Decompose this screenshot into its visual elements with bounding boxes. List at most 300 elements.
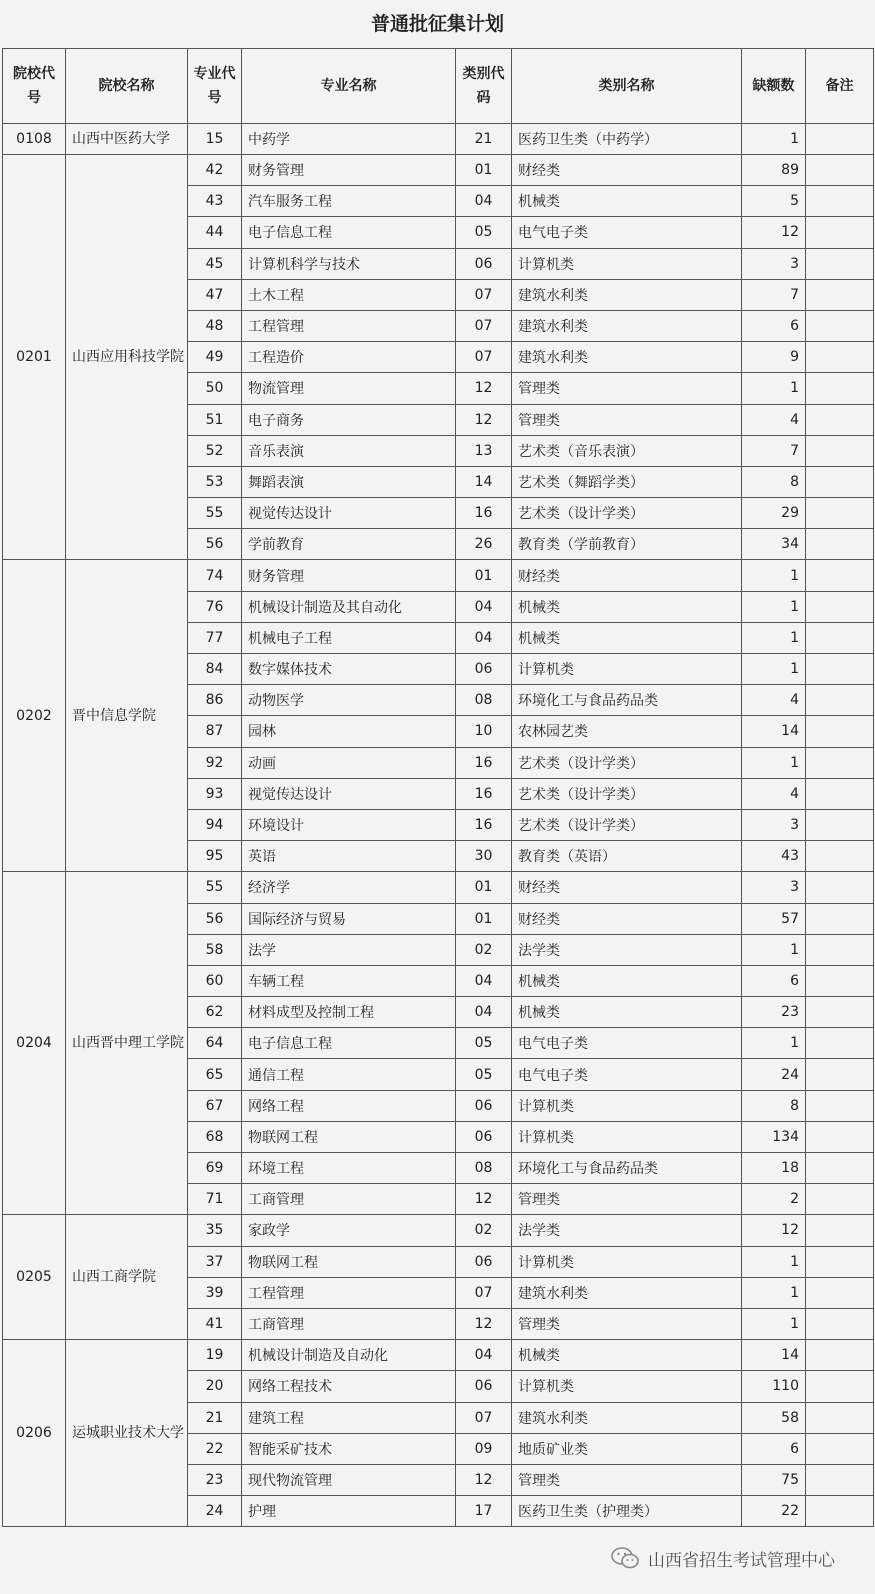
- shortfall-cell: 1: [742, 654, 806, 685]
- major-code-cell: 84: [188, 654, 242, 685]
- header-major-code: 专业代号: [188, 49, 242, 124]
- major-name-cell: 经济学: [242, 872, 456, 903]
- type-name-cell: 机械类: [512, 1340, 742, 1371]
- type-name-cell: 建筑水利类: [512, 279, 742, 310]
- type-code-cell: 12: [456, 404, 512, 435]
- shortfall-cell: 9: [742, 342, 806, 373]
- major-name-cell: 音乐表演: [242, 435, 456, 466]
- wechat-icon: [610, 1546, 640, 1570]
- shortfall-cell: 6: [742, 965, 806, 996]
- notes-cell: [806, 591, 874, 622]
- shortfall-cell: 1: [742, 591, 806, 622]
- notes-cell: [806, 1496, 874, 1527]
- major-code-cell: 60: [188, 965, 242, 996]
- type-name-cell: 机械类: [512, 186, 742, 217]
- type-name-cell: 计算机类: [512, 1090, 742, 1121]
- type-name-cell: 艺术类（设计学类）: [512, 809, 742, 840]
- major-name-cell: 工程造价: [242, 342, 456, 373]
- shortfall-cell: 12: [742, 1215, 806, 1246]
- type-name-cell: 艺术类（设计学类）: [512, 747, 742, 778]
- major-name-cell: 机械设计制造及其自动化: [242, 591, 456, 622]
- school-code-cell: 0108: [3, 124, 66, 155]
- notes-cell: [806, 155, 874, 186]
- footer-text: 山西省招生考试管理中心: [648, 1550, 835, 1571]
- notes-cell: [806, 841, 874, 872]
- notes-cell: [806, 342, 874, 373]
- type-name-cell: 电气电子类: [512, 1059, 742, 1090]
- shortfall-cell: 43: [742, 841, 806, 872]
- major-code-cell: 45: [188, 248, 242, 279]
- shortfall-cell: 4: [742, 404, 806, 435]
- notes-cell: [806, 498, 874, 529]
- major-name-cell: 材料成型及控制工程: [242, 997, 456, 1028]
- type-name-cell: 计算机类: [512, 1121, 742, 1152]
- type-code-cell: 13: [456, 435, 512, 466]
- type-name-cell: 财经类: [512, 155, 742, 186]
- major-name-cell: 数字媒体技术: [242, 654, 456, 685]
- type-code-cell: 04: [456, 186, 512, 217]
- school-code-cell: 0204: [3, 872, 66, 1215]
- type-code-cell: 01: [456, 560, 512, 591]
- type-name-cell: 建筑水利类: [512, 310, 742, 341]
- notes-cell: [806, 1371, 874, 1402]
- major-code-cell: 15: [188, 124, 242, 155]
- table-header-row: [3, 49, 874, 124]
- type-name-cell: 建筑水利类: [512, 342, 742, 373]
- type-name-cell: 教育类（英语）: [512, 841, 742, 872]
- shortfall-cell: 14: [742, 1340, 806, 1371]
- type-code-cell: 06: [456, 1371, 512, 1402]
- shortfall-cell: 1: [742, 622, 806, 653]
- major-code-cell: 52: [188, 435, 242, 466]
- type-code-cell: 12: [456, 1308, 512, 1339]
- major-code-cell: 47: [188, 279, 242, 310]
- notes-cell: [806, 529, 874, 560]
- notes-cell: [806, 248, 874, 279]
- shortfall-cell: 4: [742, 778, 806, 809]
- shortfall-cell: 12: [742, 217, 806, 248]
- shortfall-cell: 110: [742, 1371, 806, 1402]
- type-name-cell: 计算机类: [512, 248, 742, 279]
- major-name-cell: 现代物流管理: [242, 1464, 456, 1495]
- table-row: [3, 124, 874, 155]
- type-name-cell: 计算机类: [512, 1371, 742, 1402]
- major-code-cell: 35: [188, 1215, 242, 1246]
- table-row: [3, 1340, 874, 1371]
- type-name-cell: 法学类: [512, 1215, 742, 1246]
- shortfall-cell: 24: [742, 1059, 806, 1090]
- type-name-cell: 地质矿业类: [512, 1433, 742, 1464]
- major-name-cell: 物联网工程: [242, 1121, 456, 1152]
- type-code-cell: 06: [456, 1121, 512, 1152]
- major-name-cell: 家政学: [242, 1215, 456, 1246]
- major-name-cell: 物联网工程: [242, 1246, 456, 1277]
- major-name-cell: 电子信息工程: [242, 217, 456, 248]
- type-code-cell: 16: [456, 498, 512, 529]
- notes-cell: [806, 654, 874, 685]
- type-code-cell: 05: [456, 217, 512, 248]
- shortfall-cell: 75: [742, 1464, 806, 1495]
- type-code-cell: 08: [456, 1153, 512, 1184]
- type-code-cell: 07: [456, 310, 512, 341]
- major-name-cell: 电子商务: [242, 404, 456, 435]
- notes-cell: [806, 1277, 874, 1308]
- notes-cell: [806, 1246, 874, 1277]
- major-code-cell: 93: [188, 778, 242, 809]
- notes-cell: [806, 1464, 874, 1495]
- major-name-cell: 财务管理: [242, 155, 456, 186]
- major-code-cell: 87: [188, 716, 242, 747]
- notes-cell: [806, 1340, 874, 1371]
- major-code-cell: 21: [188, 1402, 242, 1433]
- type-name-cell: 计算机类: [512, 1246, 742, 1277]
- notes-cell: [806, 1402, 874, 1433]
- header-school-name: 院校名称: [66, 49, 188, 124]
- major-code-cell: 19: [188, 1340, 242, 1371]
- header-notes: 备注: [806, 49, 874, 124]
- shortfall-cell: 18: [742, 1153, 806, 1184]
- shortfall-cell: 3: [742, 872, 806, 903]
- notes-cell: [806, 716, 874, 747]
- major-name-cell: 环境设计: [242, 809, 456, 840]
- major-name-cell: 动画: [242, 747, 456, 778]
- shortfall-cell: 3: [742, 809, 806, 840]
- school-code-cell: 0202: [3, 560, 66, 872]
- notes-cell: [806, 1433, 874, 1464]
- school-name-cell: 晋中信息学院: [66, 560, 188, 872]
- major-code-cell: 20: [188, 1371, 242, 1402]
- major-name-cell: 计算机科学与技术: [242, 248, 456, 279]
- shortfall-cell: 134: [742, 1121, 806, 1152]
- notes-cell: [806, 186, 874, 217]
- major-code-cell: 71: [188, 1184, 242, 1215]
- major-name-cell: 工商管理: [242, 1308, 456, 1339]
- type-code-cell: 30: [456, 841, 512, 872]
- major-code-cell: 67: [188, 1090, 242, 1121]
- notes-cell: [806, 1090, 874, 1121]
- type-code-cell: 04: [456, 997, 512, 1028]
- notes-cell: [806, 1308, 874, 1339]
- major-code-cell: 68: [188, 1121, 242, 1152]
- shortfall-cell: 7: [742, 279, 806, 310]
- type-code-cell: 05: [456, 1059, 512, 1090]
- type-name-cell: 计算机类: [512, 654, 742, 685]
- school-code-cell: 0201: [3, 155, 66, 560]
- shortfall-cell: 1: [742, 1246, 806, 1277]
- major-name-cell: 建筑工程: [242, 1402, 456, 1433]
- major-name-cell: 网络工程技术: [242, 1371, 456, 1402]
- major-name-cell: 物流管理: [242, 373, 456, 404]
- major-name-cell: 护理: [242, 1496, 456, 1527]
- notes-cell: [806, 124, 874, 155]
- major-code-cell: 41: [188, 1308, 242, 1339]
- major-code-cell: 56: [188, 529, 242, 560]
- type-code-cell: 21: [456, 124, 512, 155]
- major-code-cell: 65: [188, 1059, 242, 1090]
- major-code-cell: 86: [188, 685, 242, 716]
- table-row: [3, 155, 874, 186]
- notes-cell: [806, 404, 874, 435]
- major-code-cell: 55: [188, 498, 242, 529]
- notes-cell: [806, 466, 874, 497]
- major-name-cell: 工程管理: [242, 1277, 456, 1308]
- major-name-cell: 法学: [242, 934, 456, 965]
- notes-cell: [806, 809, 874, 840]
- type-code-cell: 07: [456, 1402, 512, 1433]
- type-code-cell: 07: [456, 279, 512, 310]
- shortfall-cell: 22: [742, 1496, 806, 1527]
- shortfall-cell: 89: [742, 155, 806, 186]
- shortfall-cell: 1: [742, 560, 806, 591]
- page-title: 普通批征集计划: [370, 13, 504, 35]
- type-code-cell: 10: [456, 716, 512, 747]
- shortfall-cell: 5: [742, 186, 806, 217]
- type-name-cell: 财经类: [512, 560, 742, 591]
- major-code-cell: 62: [188, 997, 242, 1028]
- notes-cell: [806, 685, 874, 716]
- major-code-cell: 49: [188, 342, 242, 373]
- type-name-cell: 财经类: [512, 903, 742, 934]
- header-type-name: 类别名称: [512, 49, 742, 124]
- major-code-cell: 64: [188, 1028, 242, 1059]
- type-code-cell: 26: [456, 529, 512, 560]
- major-code-cell: 53: [188, 466, 242, 497]
- type-code-cell: 01: [456, 872, 512, 903]
- shortfall-cell: 1: [742, 124, 806, 155]
- type-code-cell: 14: [456, 466, 512, 497]
- type-code-cell: 02: [456, 934, 512, 965]
- major-name-cell: 视觉传达设计: [242, 778, 456, 809]
- header-major-name: 专业名称: [242, 49, 456, 124]
- table-body: [3, 124, 874, 1527]
- shortfall-cell: 1: [742, 1308, 806, 1339]
- school-name-cell: 山西中医药大学: [66, 124, 188, 155]
- shortfall-cell: 34: [742, 529, 806, 560]
- notes-cell: [806, 903, 874, 934]
- type-name-cell: 医药卫生类（护理类）: [512, 1496, 742, 1527]
- type-code-cell: 08: [456, 685, 512, 716]
- notes-cell: [806, 997, 874, 1028]
- shortfall-cell: 2: [742, 1184, 806, 1215]
- shortfall-cell: 23: [742, 997, 806, 1028]
- type-code-cell: 09: [456, 1433, 512, 1464]
- shortfall-cell: 1: [742, 1028, 806, 1059]
- shortfall-cell: 8: [742, 466, 806, 497]
- notes-cell: [806, 1059, 874, 1090]
- notes-cell: [806, 1184, 874, 1215]
- major-name-cell: 视觉传达设计: [242, 498, 456, 529]
- major-name-cell: 园林: [242, 716, 456, 747]
- shortfall-cell: 29: [742, 498, 806, 529]
- type-code-cell: 16: [456, 809, 512, 840]
- type-code-cell: 04: [456, 965, 512, 996]
- type-code-cell: 07: [456, 342, 512, 373]
- type-code-cell: 04: [456, 1340, 512, 1371]
- shortfall-cell: 4: [742, 685, 806, 716]
- major-code-cell: 24: [188, 1496, 242, 1527]
- shortfall-cell: 58: [742, 1402, 806, 1433]
- type-code-cell: 04: [456, 622, 512, 653]
- major-code-cell: 44: [188, 217, 242, 248]
- type-code-cell: 07: [456, 1277, 512, 1308]
- notes-cell: [806, 373, 874, 404]
- school-name-cell: 山西工商学院: [66, 1215, 188, 1340]
- type-name-cell: 管理类: [512, 1184, 742, 1215]
- type-name-cell: 艺术类（音乐表演）: [512, 435, 742, 466]
- major-name-cell: 通信工程: [242, 1059, 456, 1090]
- type-name-cell: 管理类: [512, 1464, 742, 1495]
- type-name-cell: 环境化工与食品药品类: [512, 1153, 742, 1184]
- type-code-cell: 12: [456, 1184, 512, 1215]
- major-code-cell: 22: [188, 1433, 242, 1464]
- type-name-cell: 财经类: [512, 872, 742, 903]
- shortfall-cell: 1: [742, 1277, 806, 1308]
- type-name-cell: 法学类: [512, 934, 742, 965]
- major-name-cell: 土木工程: [242, 279, 456, 310]
- plan-table: [2, 48, 874, 1527]
- header-shortfall: 缺额数: [742, 49, 806, 124]
- shortfall-cell: 6: [742, 1433, 806, 1464]
- major-name-cell: 英语: [242, 841, 456, 872]
- major-code-cell: 50: [188, 373, 242, 404]
- type-name-cell: 管理类: [512, 1308, 742, 1339]
- type-name-cell: 艺术类（设计学类）: [512, 498, 742, 529]
- notes-cell: [806, 310, 874, 341]
- major-name-cell: 智能采矿技术: [242, 1433, 456, 1464]
- major-name-cell: 机械电子工程: [242, 622, 456, 653]
- major-name-cell: 机械设计制造及自动化: [242, 1340, 456, 1371]
- type-code-cell: 06: [456, 654, 512, 685]
- notes-cell: [806, 435, 874, 466]
- major-name-cell: 中药学: [242, 124, 456, 155]
- type-name-cell: 建筑水利类: [512, 1402, 742, 1433]
- table-row: [3, 872, 874, 903]
- type-code-cell: 16: [456, 778, 512, 809]
- type-name-cell: 管理类: [512, 373, 742, 404]
- type-name-cell: 机械类: [512, 622, 742, 653]
- type-code-cell: 06: [456, 248, 512, 279]
- major-code-cell: 51: [188, 404, 242, 435]
- type-code-cell: 01: [456, 903, 512, 934]
- type-code-cell: 05: [456, 1028, 512, 1059]
- major-code-cell: 43: [188, 186, 242, 217]
- major-code-cell: 95: [188, 841, 242, 872]
- shortfall-cell: 8: [742, 1090, 806, 1121]
- major-name-cell: 学前教育: [242, 529, 456, 560]
- major-code-cell: 37: [188, 1246, 242, 1277]
- notes-cell: [806, 1028, 874, 1059]
- notes-cell: [806, 1153, 874, 1184]
- shortfall-cell: 1: [742, 373, 806, 404]
- type-code-cell: 01: [456, 155, 512, 186]
- notes-cell: [806, 1215, 874, 1246]
- type-code-cell: 12: [456, 1464, 512, 1495]
- type-name-cell: 机械类: [512, 965, 742, 996]
- notes-cell: [806, 778, 874, 809]
- major-name-cell: 网络工程: [242, 1090, 456, 1121]
- shortfall-cell: 6: [742, 310, 806, 341]
- table-row: [3, 560, 874, 591]
- major-code-cell: 76: [188, 591, 242, 622]
- major-code-cell: 94: [188, 809, 242, 840]
- notes-cell: [806, 217, 874, 248]
- major-name-cell: 动物医学: [242, 685, 456, 716]
- notes-cell: [806, 965, 874, 996]
- notes-cell: [806, 934, 874, 965]
- major-name-cell: 车辆工程: [242, 965, 456, 996]
- shortfall-cell: 1: [742, 934, 806, 965]
- major-name-cell: 工程管理: [242, 310, 456, 341]
- type-name-cell: 机械类: [512, 997, 742, 1028]
- shortfall-cell: 1: [742, 747, 806, 778]
- major-name-cell: 财务管理: [242, 560, 456, 591]
- shortfall-cell: 57: [742, 903, 806, 934]
- notes-cell: [806, 747, 874, 778]
- type-name-cell: 教育类（学前教育）: [512, 529, 742, 560]
- type-name-cell: 艺术类（设计学类）: [512, 778, 742, 809]
- type-name-cell: 机械类: [512, 591, 742, 622]
- type-name-cell: 艺术类（舞蹈学类）: [512, 466, 742, 497]
- major-code-cell: 55: [188, 872, 242, 903]
- major-code-cell: 74: [188, 560, 242, 591]
- major-code-cell: 56: [188, 903, 242, 934]
- major-code-cell: 39: [188, 1277, 242, 1308]
- major-code-cell: 23: [188, 1464, 242, 1495]
- shortfall-cell: 3: [742, 248, 806, 279]
- major-name-cell: 电子信息工程: [242, 1028, 456, 1059]
- school-code-cell: 0205: [3, 1215, 66, 1340]
- major-code-cell: 92: [188, 747, 242, 778]
- type-name-cell: 环境化工与食品药品类: [512, 685, 742, 716]
- notes-cell: [806, 279, 874, 310]
- header-school-code: 院校代号: [3, 49, 66, 124]
- major-code-cell: 77: [188, 622, 242, 653]
- footer-watermark: [610, 1542, 835, 1574]
- notes-cell: [806, 872, 874, 903]
- notes-cell: [806, 560, 874, 591]
- school-name-cell: 山西应用科技学院: [66, 155, 188, 560]
- type-code-cell: 04: [456, 591, 512, 622]
- major-code-cell: 58: [188, 934, 242, 965]
- type-code-cell: 06: [456, 1246, 512, 1277]
- school-name-cell: 运城职业技术大学: [66, 1340, 188, 1527]
- type-code-cell: 06: [456, 1090, 512, 1121]
- type-code-cell: 17: [456, 1496, 512, 1527]
- type-name-cell: 电气电子类: [512, 1028, 742, 1059]
- notes-cell: [806, 1121, 874, 1152]
- major-name-cell: 舞蹈表演: [242, 466, 456, 497]
- major-name-cell: 国际经济与贸易: [242, 903, 456, 934]
- type-name-cell: 电气电子类: [512, 217, 742, 248]
- major-name-cell: 汽车服务工程: [242, 186, 456, 217]
- school-code-cell: 0206: [3, 1340, 66, 1527]
- school-name-cell: 山西晋中理工学院: [66, 872, 188, 1215]
- major-code-cell: 48: [188, 310, 242, 341]
- major-code-cell: 69: [188, 1153, 242, 1184]
- shortfall-cell: 7: [742, 435, 806, 466]
- type-code-cell: 12: [456, 373, 512, 404]
- type-name-cell: 医药卫生类（中药学）: [512, 124, 742, 155]
- type-name-cell: 农林园艺类: [512, 716, 742, 747]
- notes-cell: [806, 622, 874, 653]
- major-code-cell: 42: [188, 155, 242, 186]
- header-type-code: 类别代码: [456, 49, 512, 124]
- table-row: [3, 1215, 874, 1246]
- major-name-cell: 工商管理: [242, 1184, 456, 1215]
- major-name-cell: 环境工程: [242, 1153, 456, 1184]
- shortfall-cell: 14: [742, 716, 806, 747]
- type-code-cell: 16: [456, 747, 512, 778]
